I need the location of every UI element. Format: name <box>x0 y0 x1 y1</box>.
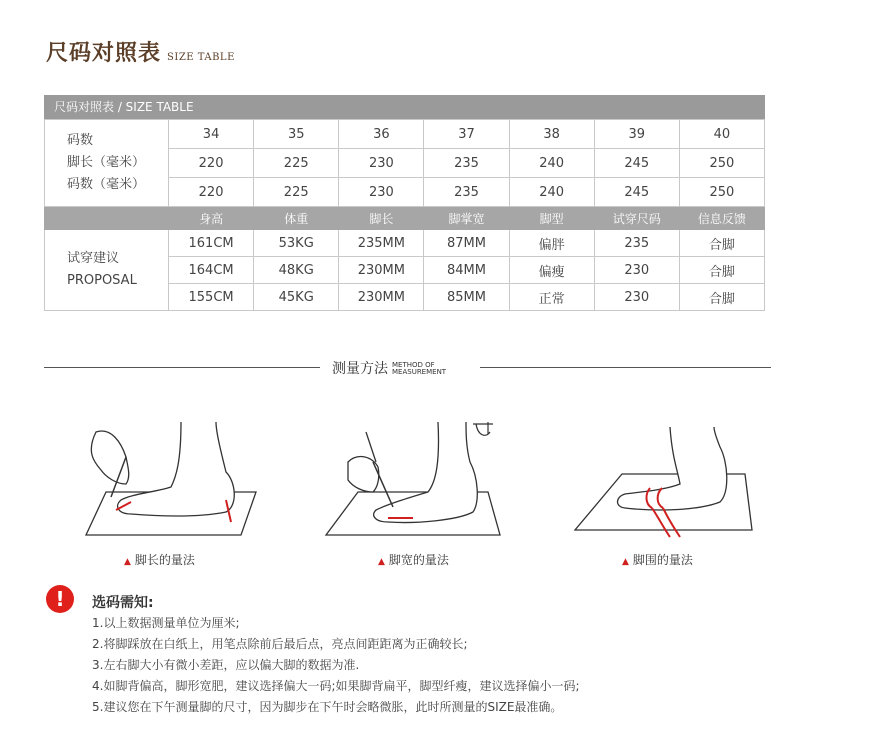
table-cell: 87MM <box>424 230 509 257</box>
table-cell: 合脚 <box>679 230 764 257</box>
divider-left <box>44 367 320 368</box>
table-cell: 240 <box>509 149 594 178</box>
list-item: 2.将脚踩放在白纸上，用笔点除前后最后点，亮点间距距离为正确较长; <box>92 637 468 651</box>
list-item: 3.左右脚大小有微小差距，应以偏大脚的数据为准. <box>92 658 360 672</box>
column-header: 试穿尺码 <box>594 207 679 230</box>
size-mm-label: 码数（毫米） <box>67 177 146 192</box>
table-cell: 正常 <box>509 284 594 311</box>
list-item: 4.如脚背偏高，脚形宽肥，建议选择偏大一码;如果脚背扁平，脚型纤瘦，建议选择偏小一码; <box>92 679 580 693</box>
foot-girth-illustration <box>570 422 760 542</box>
table-column-header-row <box>45 207 765 230</box>
table-cell: 220 <box>169 178 254 207</box>
notice-list <box>92 613 580 718</box>
table-cell: 合脚 <box>679 257 764 284</box>
size-label: 码数 <box>67 133 94 148</box>
triangle-icon: ▲ <box>124 557 131 567</box>
column-header: 脚型 <box>509 207 594 230</box>
method-subtitle-line1: METHOD OF <box>392 361 435 369</box>
proposal-label-en: PROPOSAL <box>67 273 137 288</box>
table-cell: 39 <box>594 120 679 149</box>
divider-right <box>480 367 771 368</box>
table-header-bar: 尺码对照表 / SIZE TABLE <box>44 95 765 119</box>
caption-foot-width <box>378 551 449 568</box>
method-title: 测量方法 <box>332 361 388 377</box>
triangle-icon: ▲ <box>378 557 385 567</box>
table-cell: 84MM <box>424 257 509 284</box>
table-cell: 230MM <box>339 284 424 311</box>
table-cell: 250 <box>679 178 764 207</box>
table-cell: 235MM <box>339 230 424 257</box>
table-cell: 230 <box>339 149 424 178</box>
table-row <box>45 120 765 149</box>
table-cell: 235 <box>424 178 509 207</box>
table-cell: 40 <box>679 120 764 149</box>
caption-foot-length <box>124 551 195 568</box>
table-cell: 161CM <box>169 230 254 257</box>
table-header-empty <box>45 207 169 230</box>
proposal-label-cn: 试穿建议 <box>67 251 120 266</box>
table-cell: 220 <box>169 149 254 178</box>
triangle-icon: ▲ <box>622 557 629 567</box>
table-cell: 37 <box>424 120 509 149</box>
table-cell: 155CM <box>169 284 254 311</box>
page-title <box>46 36 235 67</box>
table-cell: 85MM <box>424 284 509 311</box>
table-cell: 250 <box>679 149 764 178</box>
foot-length-illustration <box>76 422 266 542</box>
table-cell: 235 <box>424 149 509 178</box>
table-cell: 35 <box>254 120 339 149</box>
table-cell: 230 <box>594 257 679 284</box>
size-labels-cell <box>45 120 169 207</box>
table-cell: 38 <box>509 120 594 149</box>
title-en: SIZE TABLE <box>167 52 235 63</box>
table-cell: 245 <box>594 149 679 178</box>
table-cell: 48KG <box>254 257 339 284</box>
method-heading <box>332 358 446 378</box>
column-header: 信息反馈 <box>679 207 764 230</box>
foot-length-label: 脚长（毫米） <box>67 155 146 170</box>
foot-width-illustration <box>318 422 508 542</box>
column-header: 脚长 <box>339 207 424 230</box>
list-item: 5.建议您在下午测量脚的尺寸，因为脚步在下午时会略微胀，此时所测量的SIZE最准确。 <box>92 700 563 714</box>
list-item: 1.以上数据测量单位为厘米; <box>92 616 240 630</box>
method-subtitle <box>392 362 446 376</box>
table-cell: 230 <box>594 284 679 311</box>
column-header: 体重 <box>254 207 339 230</box>
table-cell: 45KG <box>254 284 339 311</box>
table-cell: 164CM <box>169 257 254 284</box>
column-header: 身高 <box>169 207 254 230</box>
table-cell: 235 <box>594 230 679 257</box>
caption-text: 脚长的量法 <box>134 553 195 567</box>
table-cell: 240 <box>509 178 594 207</box>
caption-text: 脚围的量法 <box>632 553 693 567</box>
proposal-label-cell <box>45 230 169 311</box>
table-cell: 合脚 <box>679 284 764 311</box>
table-cell: 34 <box>169 120 254 149</box>
size-table <box>44 95 765 311</box>
column-header: 脚掌宽 <box>424 207 509 230</box>
table-cell: 偏胖 <box>509 230 594 257</box>
warning-icon: ! <box>46 585 74 613</box>
table-cell: 225 <box>254 149 339 178</box>
table-cell: 245 <box>594 178 679 207</box>
table-cell: 36 <box>339 120 424 149</box>
table-cell: 53KG <box>254 230 339 257</box>
table-cell: 230 <box>339 178 424 207</box>
caption-foot-girth <box>622 551 693 568</box>
notice-title: 选码需知: <box>92 595 154 611</box>
table-row <box>45 230 765 257</box>
method-subtitle-line2: MEASUREMENT <box>392 368 447 376</box>
table-cell: 225 <box>254 178 339 207</box>
table-cell: 偏瘦 <box>509 257 594 284</box>
caption-text: 脚宽的量法 <box>388 553 449 567</box>
table-cell: 230MM <box>339 257 424 284</box>
title-cn: 尺码对照表 <box>46 40 162 66</box>
